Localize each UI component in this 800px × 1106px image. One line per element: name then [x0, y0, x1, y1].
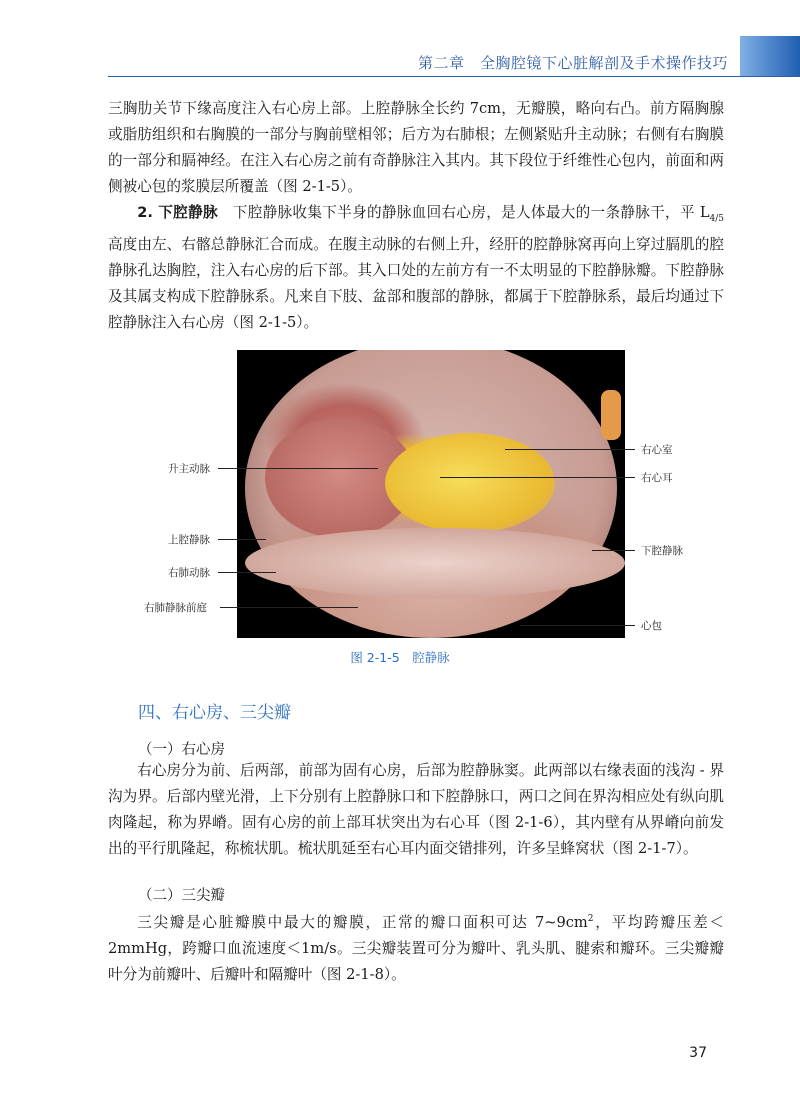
callout-line [440, 477, 635, 478]
tricuspid-superscript: 2 [587, 914, 594, 924]
paragraph-right-atrium: 右心房分为前、后两部，前部为固有心房，后部为腔静脉窦。此两部以右缘表面的浅沟 - 界沟为界。后部内壁光滑，上下分别有上腔静脉口和下腔静脉口，两口之间在界沟相应处有纵向肌肉隆起，称为界嵴。固有心房的前上部耳状突出为右心耳（图 2-1-6），其内壁有从界嵴向前发出的平行肌隆起，称梳状肌。梳状肌延至右心耳内面交错排列，许多呈蜂窝状（图 2-1-7）。 [108, 762, 724, 857]
tricuspid-text-b: ，平均跨瓣压差＜2mmHg，跨瓣口血流速度＜1m/s。三尖瓣装置可分为瓣叶、乳头肌、腱索和瓣环。三尖瓣瓣叶分为前瓣叶、后瓣叶和隔瓣叶（图 2-1-8）。 [108, 913, 724, 983]
ivc-subscript: 4/5 [709, 213, 724, 224]
ivc-text-b: 高度由左、右髂总静脉汇合而成。在腹主动脉的右侧上升，经肝的腔静脉窝再向上穿过膈肌的腔静脉孔达胸腔，注入右心房的后下部。其入口处的左前方有一不太明显的下腔静脉瓣。下腔静脉及其属支构成下腔静脉系。凡来自下肢、盆部和腹部的静脉，都属于下腔静脉系，最后均通过下腔静脉注入右心房（图 2-1-5）。 [108, 235, 724, 331]
label-right-auricle: 右心耳 [641, 472, 673, 484]
paragraph-tricuspid [108, 906, 724, 988]
header-rule [108, 76, 800, 77]
instrument-shape [601, 390, 621, 440]
subsection-heading-tricuspid: （二）三尖瓣 [138, 888, 225, 904]
section-heading: 四、右心房、三尖瓣 [138, 703, 291, 723]
callout-line [592, 550, 635, 551]
page-number: 37 [689, 1045, 707, 1061]
callout-line [220, 607, 358, 608]
callout-line [218, 572, 276, 573]
vena-cava-band [245, 528, 625, 598]
subsection-heading-right-atrium: （一）右心房 [138, 742, 225, 758]
paragraph-ivc [108, 200, 724, 336]
chapter-title: 第二章 全胸腔镜下心脏解剖及手术操作技巧 [417, 54, 728, 72]
callout-line [520, 625, 635, 626]
fat-shape [385, 433, 555, 533]
label-svc: 上腔静脉 [168, 534, 210, 546]
ivc-text-a: 下腔静脉收集下半身的静脉血回右心房，是人体最大的一条静脉干，平 L [217, 204, 710, 221]
label-pericardium: 心包 [641, 620, 662, 632]
label-rpa: 右肺动脉 [168, 567, 210, 579]
callout-line [218, 539, 266, 540]
endoscopic-view [245, 350, 617, 638]
label-ivc: 下腔静脉 [641, 545, 683, 557]
label-ascending-aorta: 升主动脉 [168, 463, 210, 475]
figure-caption: 图 2-1-5 腔静脉 [350, 650, 450, 665]
endoscopic-figure [237, 350, 625, 638]
tricuspid-text-a: 三尖瓣是心脏瓣膜中最大的瓣膜，正常的瓣口面积可达 7~9cm [137, 913, 588, 931]
label-right-ventricle: 右心室 [641, 444, 673, 456]
running-header [0, 0, 800, 80]
paragraph-svc: 三胸肋关节下缘高度注入右心房上部。上腔静脉全长约 7cm，无瓣膜，略向右凸。前方隔胸腺或脂肪组织和右胸膜的一部分与胸前壁相邻；后方为右肺根；左侧紧贴升主动脉；右侧有右胸膜的一部分和膈神经。在注入右心房之前有奇静脉注入其内。其下段位于纤维性心包内，前面和两侧被心包的浆膜层所覆盖（图 2-1-5）。 [108, 100, 724, 195]
callout-line [505, 449, 635, 450]
ivc-heading: 2. 下腔静脉 [137, 204, 218, 221]
callout-line [218, 468, 378, 469]
label-rpv-vestibule: 右肺静脉前庭 [144, 602, 207, 614]
header-color-tab [740, 36, 800, 76]
